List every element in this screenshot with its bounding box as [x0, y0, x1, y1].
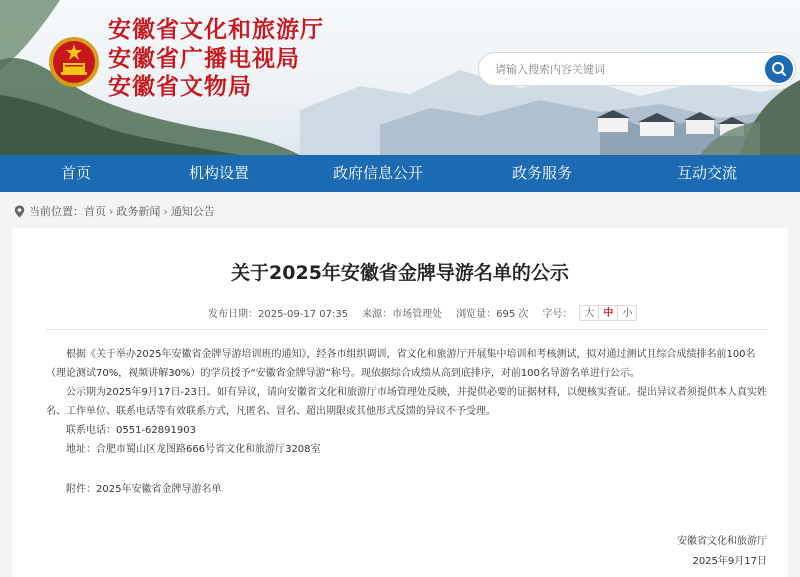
department-names — [108, 16, 324, 102]
article-source: 来源：市场管理处 — [362, 309, 443, 320]
article-meta — [208, 304, 637, 321]
contact-address: 地址：合肥市蜀山区龙图路666号省文化和旅游厅3208室 — [66, 444, 321, 455]
nav-item-gov-info[interactable]: 政府信息公开 — [332, 164, 423, 182]
article-paragraph: 公示期为2025年9月17日-23日。如有异议，请向安徽省文化和旅游厅市场管理处反映，并提供必要的证据材料，以便核实查证。提出异议者须提供本人真实姓名、工作单位、联系电话等有效联系方式，凡匿名、冒名、超出期限或其他形式反馈的异议不予受理。 — [46, 387, 767, 417]
national-emblem-icon — [48, 36, 100, 88]
font-size-switcher — [580, 305, 637, 321]
breadcrumb-news-link[interactable]: 政务新闻 — [116, 205, 161, 218]
article-card — [12, 228, 788, 577]
font-size-large-button[interactable]: 大 — [579, 305, 599, 321]
font-size-medium-button[interactable]: 中 — [598, 305, 618, 321]
attachment-link[interactable]: 附件：2025年安徽省金牌导游名单 — [66, 484, 222, 495]
article-body — [46, 345, 770, 499]
location-pin-icon — [14, 205, 25, 218]
dept-name-culture-tourism: 安徽省文化和旅游厅 — [108, 16, 324, 43]
search-box — [478, 52, 796, 86]
breadcrumb-notice-link[interactable]: 通知公告 — [170, 205, 215, 218]
nav-item-interaction[interactable]: 互动交流 — [676, 164, 737, 182]
contact-phone: 联系电话：0551-62891903 — [66, 425, 196, 436]
article-paragraph: 根据《关于举办2025年安徽省金牌导游培训班的通知》，经各市组织调训，省文化和旅游厅开展集中培训和考核测试，拟对通过测试且综合成绩排名前100名（理论测试70%，视频讲解30%）的学员授予“安徽省金牌导游”称号。现依据综合成绩从高到底排序，对前100名导游名单进行公示。 — [46, 349, 756, 379]
title-divider — [46, 329, 768, 330]
font-size-small-button[interactable]: 小 — [617, 305, 637, 321]
breadcrumb-home-link[interactable]: 首页 — [84, 205, 106, 218]
site-header — [0, 0, 800, 155]
breadcrumb-separator: › — [163, 204, 168, 218]
breadcrumb-label: 当前位置： — [29, 205, 84, 218]
breadcrumb — [14, 202, 215, 220]
signature-org: 安徽省文化和旅游厅 — [677, 536, 767, 547]
signature-date: 2025年9月17日 — [692, 556, 767, 567]
search-button[interactable] — [765, 55, 793, 83]
search-icon — [771, 61, 787, 77]
nav-item-services[interactable]: 政务服务 — [511, 164, 572, 182]
main-nav — [0, 155, 800, 192]
article-signature — [677, 532, 767, 572]
dept-name-cultural-relics: 安徽省文物局 — [108, 73, 252, 100]
view-count: 浏览量：695 次 — [456, 309, 529, 320]
publish-date: 发布日期：2025-09-17 07:35 — [208, 309, 349, 320]
nav-item-home[interactable]: 首页 — [60, 164, 91, 182]
dept-name-broadcasting: 安徽省广播电视局 — [108, 44, 300, 72]
font-size-label: 字号： — [542, 309, 573, 320]
nav-item-organization[interactable]: 机构设置 — [188, 164, 249, 182]
breadcrumb-separator: › — [109, 204, 114, 218]
search-input[interactable] — [495, 59, 765, 79]
article-title: 关于2025年安徽省金牌导游名单的公示 — [231, 262, 569, 284]
